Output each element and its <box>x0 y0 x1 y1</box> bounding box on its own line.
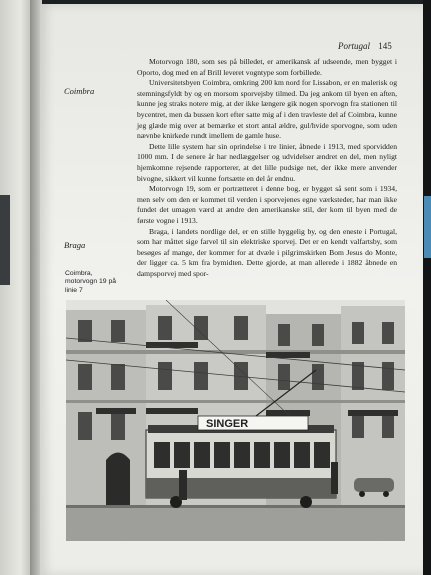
left-page-photo-strip <box>0 195 10 285</box>
margin-heading-braga: Braga <box>64 240 86 250</box>
tram-photograph <box>66 300 405 541</box>
paragraph: Dette lille system har sin oprindelse i tre linier, åbnede i 1913, med sporvidden 1000 mm. I de senere år har nedlæggelser og udvidelser ændret en del, men nyligt hjemkomne rejsende rapporterer, at det lille pudsige net, der ikke mere anvender bivogne, sikkert vil kunne fortsætte en del år endnu. <box>137 141 397 183</box>
running-header <box>338 41 392 51</box>
caption-line: linie 7 <box>65 286 83 294</box>
photo-illustration <box>66 300 405 541</box>
paragraph: Braga, i landets nordlige del, er en stille hyggelig by, og den eneste i Portugal, som har måttet sige farvel til sin elektriske sporvej. Det er en kendt valfartsby, som besøges af mange, der kommer for at dvæle i pilgrimskirken Bom Jesus do Monte, der ligger ca. 5 km fra bymidten. Dette gjorde, at man allerede i 1882 åbnede en dampsporvej med spor- <box>137 226 397 278</box>
photo-caption <box>65 270 135 295</box>
caption-line: Coimbra, <box>65 270 93 277</box>
page-number: 145 <box>378 41 392 51</box>
paragraph: Universitetsbyen Coimbra, omkring 200 km nord for Lissabon, er en malerisk og stemningsfyldt by og en morsom sporvejsby tilmed. Da jeg ankom til byen en aften, kunne jeg straks notere mig, at der ikke længere gik nogen sporvogn fra stationen til bycentret, men da bussen kort efter satte mig af i den travleste del af Coimbra, kunne jeg glæde mig over at bemærke et stort antal ældre, gul/hvide sporvogne, som uden nævnbe knirkede rundt imellem de gamle huse. <box>137 78 397 141</box>
paragraph: Motorvogn 180, som ses på billedet, er amerikansk af udseende, men bygget i Oporto, dog med en af Brill leveret vogntype som forbillede. <box>137 57 397 77</box>
page-right-edge <box>423 0 431 575</box>
body-text <box>137 57 397 279</box>
header-country: Portugal <box>338 41 371 51</box>
left-page-edge <box>0 0 34 575</box>
bookmark-tab <box>424 196 431 258</box>
paragraph: Motorvogn 19, som er portrætteret i denne bog, er bygget så sent som i 1934, men selv om den er kommet til verden i sporvejenes egne værksteder, har man ikke fundet det umagen værd at ændre den amerikanske stil, der kom til byen med de første vogne i 1913. <box>137 184 397 225</box>
tram-banner-text: SINGER <box>206 418 249 430</box>
margin-heading-coimbra: Coimbra <box>64 86 95 96</box>
caption-line: motorvogn 19 på <box>65 278 117 286</box>
